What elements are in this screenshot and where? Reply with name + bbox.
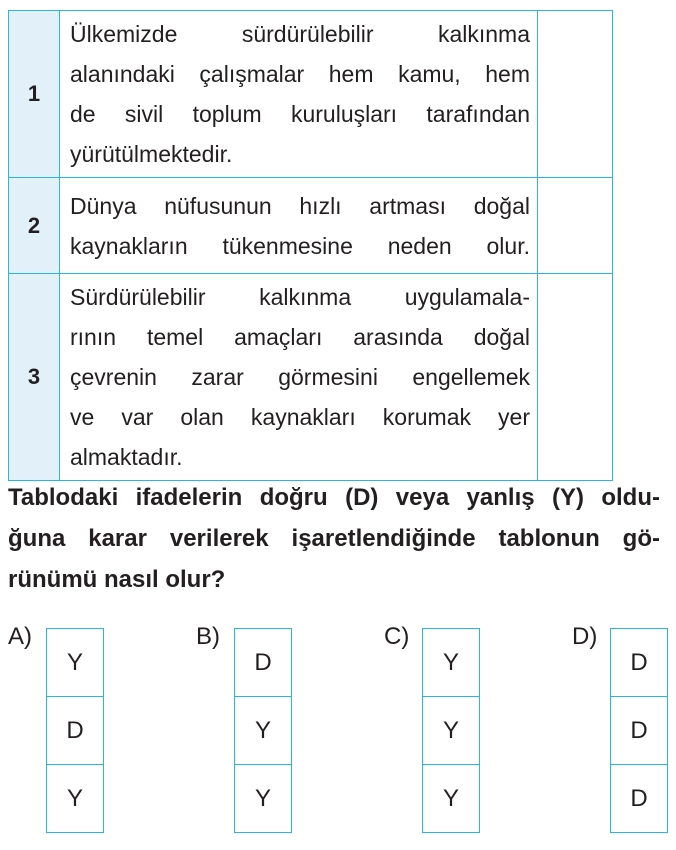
option-answer: Y [47, 764, 103, 832]
statement-line: yürütülmektedir. [70, 141, 233, 167]
option-answer: Y [423, 696, 479, 764]
option-answer: D [611, 764, 667, 832]
statement-row [9, 178, 613, 274]
statement-line: almaktadır. [70, 444, 183, 470]
statements-table [8, 10, 613, 481]
statement-row [9, 274, 613, 481]
statement-text [60, 178, 538, 274]
statement-row [9, 11, 613, 178]
statement-text [60, 11, 538, 178]
statement-line: ve var olan kaynakları korumak yer [70, 404, 530, 430]
option-answer-box [422, 628, 480, 833]
statement-text [60, 274, 538, 481]
option-answer: D [254, 648, 272, 676]
option-answer: Y [235, 696, 291, 764]
statement-line: rının temel amaçları arasında doğal [70, 324, 530, 350]
option-answer: Y [423, 764, 479, 832]
option-answer-box [234, 628, 292, 833]
option-answer: D [611, 696, 667, 764]
question-line: Tablodaki ifadelerin doğru (D) veya yanlış (Y) oldu- [8, 484, 660, 511]
option-label: D) [572, 623, 598, 650]
answer-cell[interactable] [538, 11, 613, 178]
option-answer: D [47, 696, 103, 764]
option-answer-box [46, 628, 104, 833]
question-line: rünümü nasıl olur? [8, 566, 226, 593]
statement-line: Ülkemizde sürdürülebilir kalkınma [70, 21, 530, 47]
option-answer: D [630, 648, 648, 676]
statement-number: 2 [9, 178, 60, 274]
statement-line: Dünya nüfusunun hızlı artması doğal [70, 192, 530, 219]
statement-line: çevrenin zarar görmesini engellemek [70, 364, 530, 390]
option-label: B) [196, 623, 220, 650]
answer-cell[interactable] [538, 274, 613, 481]
statement-line: de sivil toplum kuruluşları tarafından [70, 101, 530, 127]
option-answer: Y [66, 648, 83, 676]
option-answer: Y [235, 764, 291, 832]
option-answer-box [610, 628, 668, 833]
option-answer: Y [442, 648, 459, 676]
statement-number: 3 [9, 274, 60, 481]
option-label: A) [8, 623, 32, 650]
question-line: ğuna karar verilerek işaretlendiğinde tablonun gö- [8, 525, 660, 552]
statement-number: 1 [9, 11, 60, 178]
statement-line: kaynakların tükenmesine neden olur. [70, 232, 530, 259]
statement-line: Sürdürülebilir kalkınma uygulamala- [70, 284, 530, 310]
statement-line: alanındaki çalışmalar hem kamu, hem [70, 61, 530, 87]
answer-cell[interactable] [538, 178, 613, 274]
question-text [8, 477, 660, 600]
option-label: C) [384, 623, 410, 650]
